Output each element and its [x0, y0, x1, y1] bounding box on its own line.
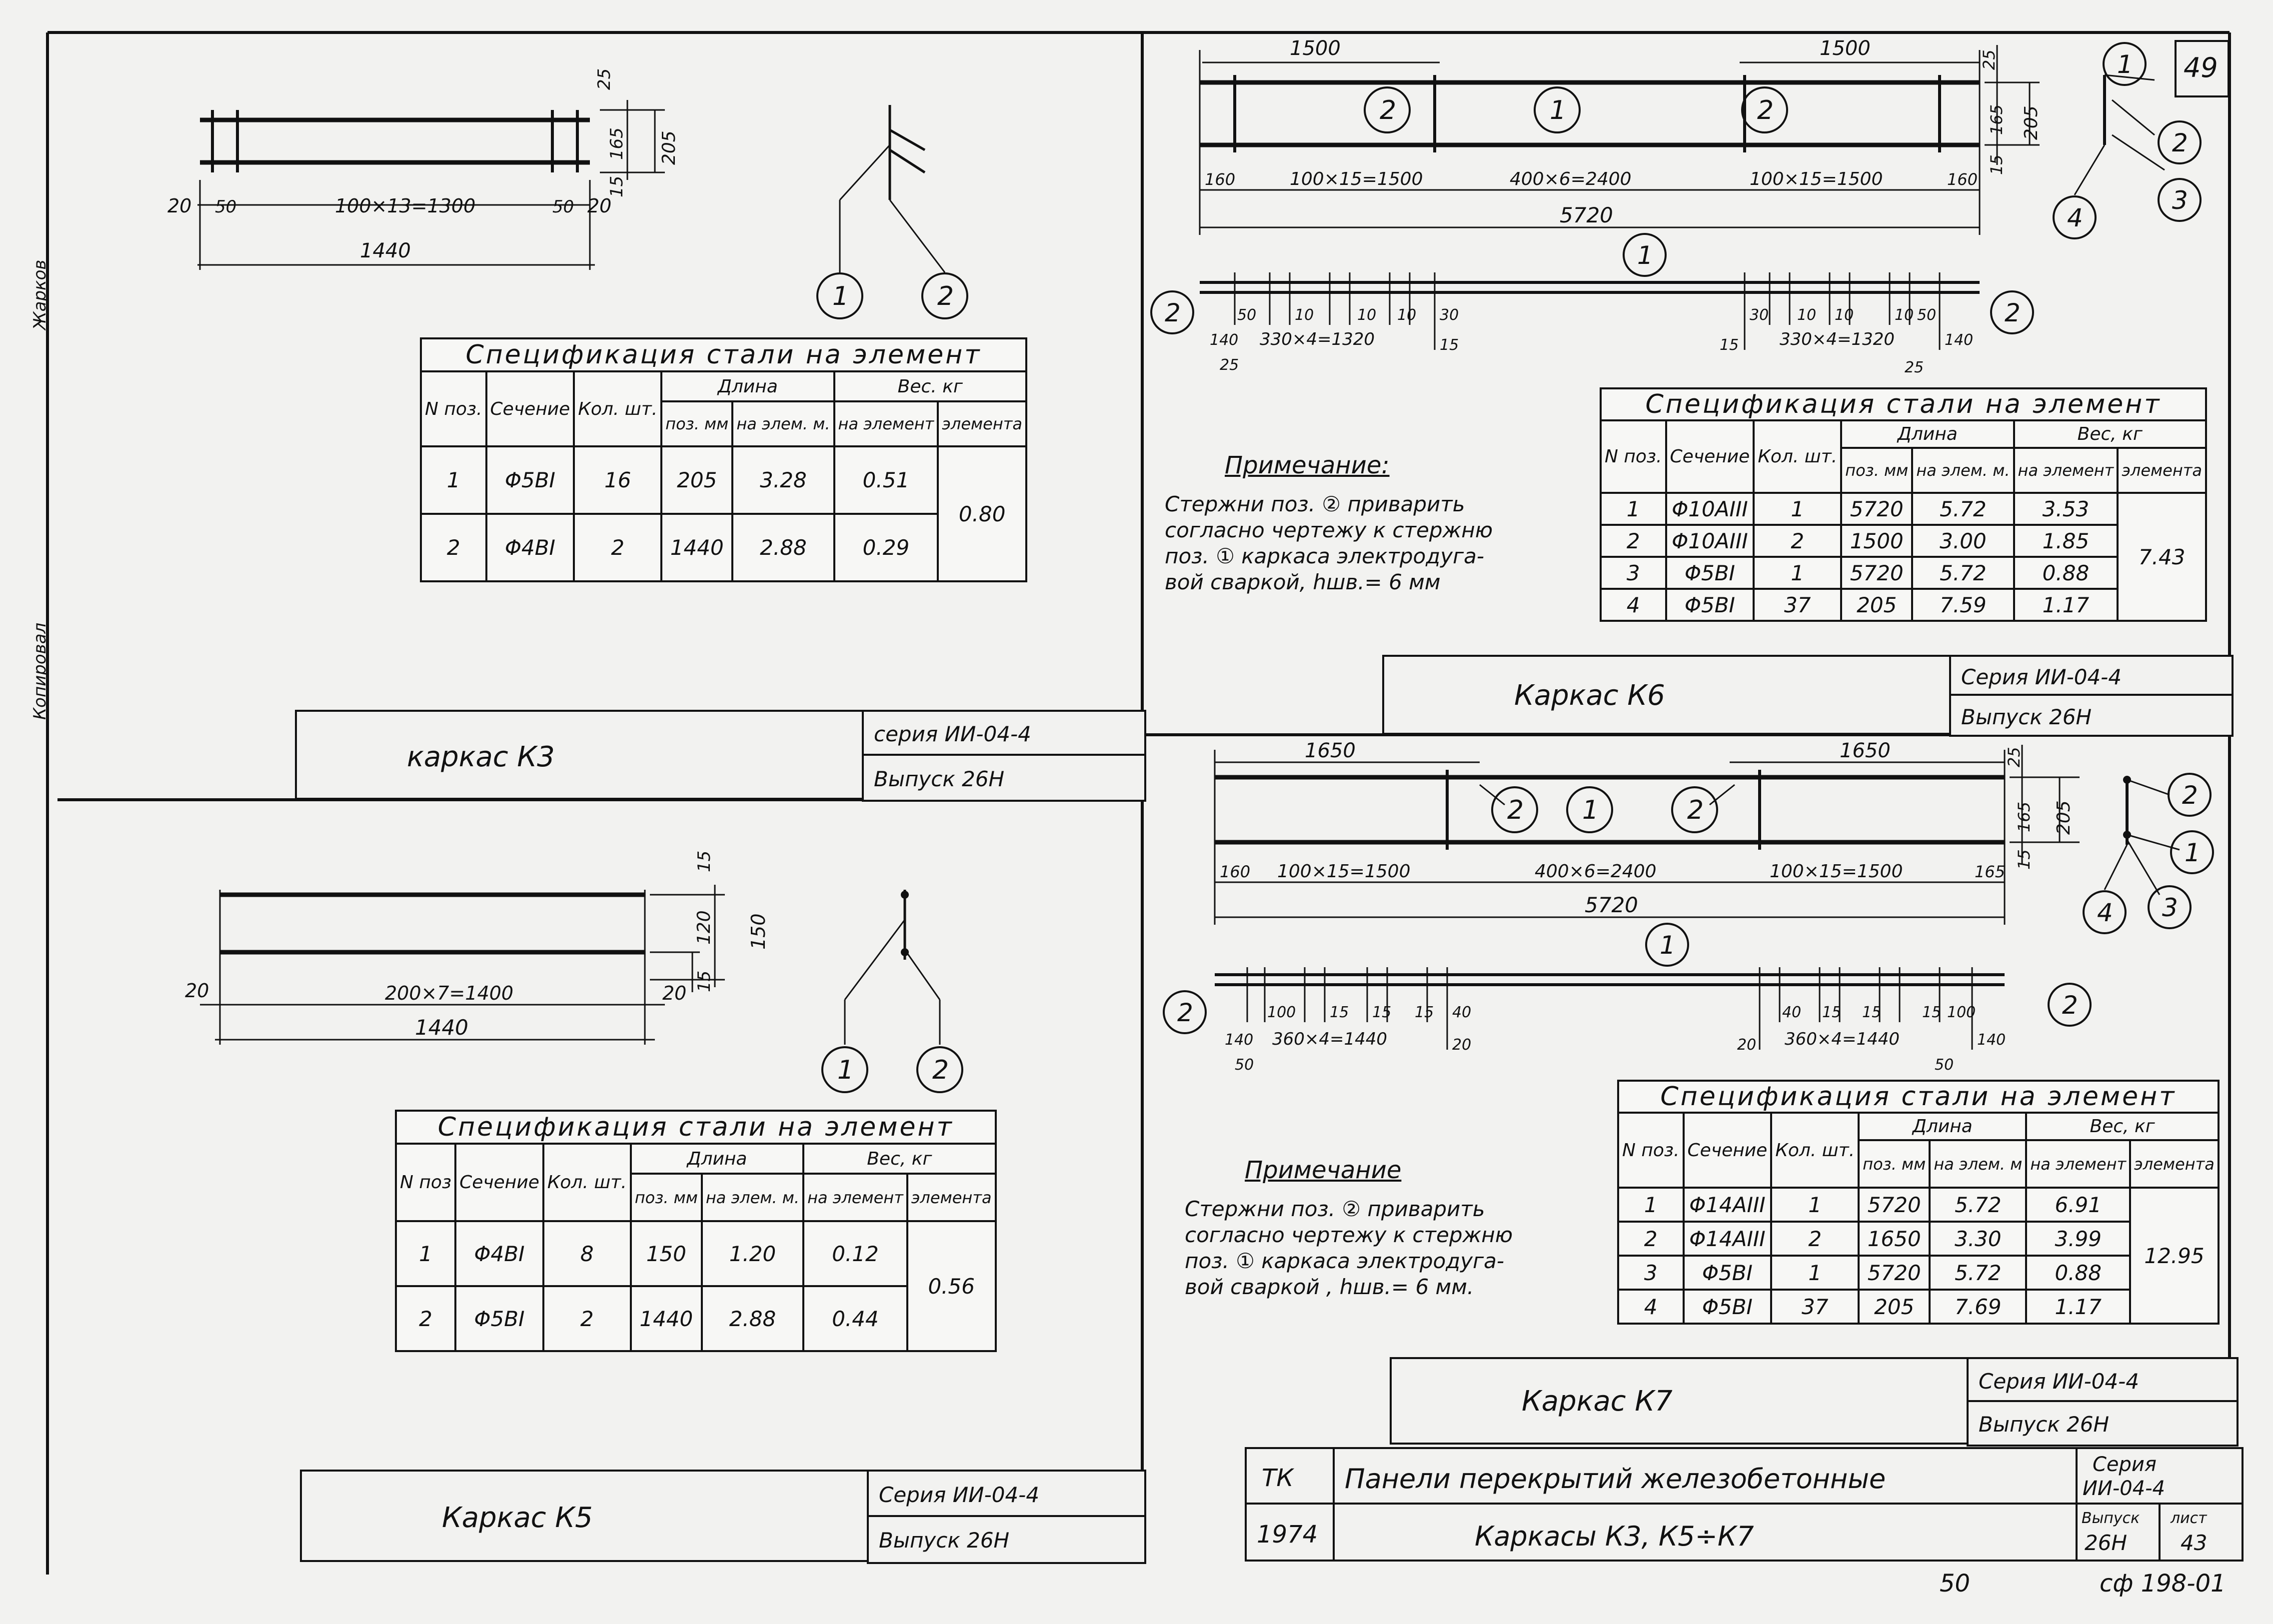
k5-r2-qty: 2: [543, 1286, 631, 1351]
k7-dim-15: 15: [2015, 849, 2034, 870]
k7-dim-q50: 50: [1935, 1056, 1954, 1074]
k6-h-weight: Вес, кг: [2014, 420, 2207, 448]
table-row: [421, 446, 1026, 514]
k7-dim-p15a: 15: [1330, 1004, 1349, 1021]
k6-h-len-pos: поз. мм: [1841, 448, 1912, 493]
k7-h-w-total: элемента: [2130, 1140, 2219, 1188]
k7-dim-p1440: 360×4=1440: [1272, 1029, 1388, 1049]
k6-dim-205: 205: [2021, 105, 2042, 140]
k6-series-cell: [1949, 655, 2234, 696]
k7-r3-num: 3: [1618, 1256, 1684, 1290]
k5-r1-w-elem: 0.12: [803, 1221, 907, 1286]
k6-r1-qty: 1: [1754, 493, 1841, 525]
k7-note-line-3: поз. ① каркаса электродуга-: [1185, 1249, 1505, 1273]
k6-r1-len-elem: 5.72: [1912, 493, 2014, 525]
k5-total-weight: 0.56: [907, 1221, 996, 1351]
k3-title-block: [295, 710, 1142, 800]
k6-r3-w-elem: 0.88: [2014, 557, 2118, 589]
k5-r1-len-pos: 150: [631, 1221, 702, 1286]
k6-spec-title: Спецификация стали на элемент: [1601, 388, 2206, 420]
k7-dim-q1440: 360×4=1440: [1785, 1029, 1900, 1049]
k6-dim-165: 165: [1987, 104, 2006, 135]
k7-note-line-4: вой сваркой , hшв.= 6 мм.: [1185, 1275, 1474, 1299]
k3-spec-table: [420, 337, 1027, 582]
k6-h-w-total: элемента: [2118, 448, 2206, 493]
k7-r3-len-elem: 5.72: [1930, 1256, 2026, 1290]
frame-lines: [47, 32, 2230, 1575]
k6-dim-d2: 400×6=2400: [1510, 169, 1632, 189]
k6-dim-d3: 100×15=1500: [1750, 169, 1883, 189]
k7-dim-q20: 20: [1737, 1036, 1757, 1054]
k7-r4-len-elem: 7.69: [1930, 1290, 2026, 1324]
k7-h-section: Сечение: [1684, 1113, 1772, 1188]
k7-spec-table: [1617, 1080, 2220, 1325]
k3-r1-len-elem: 3.28: [732, 446, 834, 514]
k6-dim-q15: 15: [1720, 336, 1739, 354]
k6-dim-p140: 140: [1210, 331, 1239, 349]
k7-title: Каркас К7: [1522, 1385, 1673, 1418]
k6-r2-w-elem: 1.85: [2014, 525, 2118, 557]
k6-dim-q50: 50: [1917, 306, 1937, 324]
k6-sect-callout-3: 3: [2172, 186, 2188, 215]
k6-h-section: Сечение: [1666, 420, 1754, 493]
k7-h-qty: Кол. шт.: [1771, 1113, 1859, 1188]
k6-issue-cell: [1949, 694, 2234, 737]
k7-dim-total: 5720: [1585, 893, 1638, 917]
k3-r2-section: Φ4ВI: [486, 514, 574, 581]
k6-r1-len-pos: 5720: [1841, 493, 1912, 525]
k5-spec-title: Спецификация стали на элемент: [396, 1111, 996, 1144]
k7-drawing: [1164, 739, 2213, 1074]
k3-spec-title: Спецификация стали на элемент: [421, 338, 1026, 371]
k6-note-line-1: Стержни поз. ② приварить: [1165, 492, 1465, 516]
k6-note: [1165, 452, 1493, 595]
k7-callout-2b: 2: [1687, 795, 1704, 825]
k5-r1-num: 1: [396, 1221, 455, 1286]
k7-issue: Выпуск 26Н: [1979, 1412, 2110, 1437]
k6-dim-p10a: 10: [1295, 306, 1314, 324]
k7-r2-len-pos: 1650: [1859, 1222, 1930, 1256]
k7-dim-25: 25: [2005, 747, 2024, 767]
k5-r2-len-elem: 2.88: [702, 1286, 803, 1351]
k6-r4-qty: 37: [1754, 589, 1841, 621]
k5-r2-w-elem: 0.44: [803, 1286, 907, 1351]
k6-dim-15: 15: [1987, 154, 2006, 175]
k3-h-qty: Кол. шт.: [574, 371, 661, 446]
k3-callout-1: 1: [832, 281, 849, 311]
k7-dim-d2: 400×6=2400: [1535, 861, 1657, 882]
k3-issue: Выпуск 26Н: [874, 767, 1005, 791]
k7-r1-w-elem: 6.91: [2026, 1188, 2130, 1222]
k7-r4-section: Φ5ВI: [1684, 1290, 1772, 1324]
k5-dim-20b: 20: [662, 982, 687, 1004]
k3-r1-num: 1: [421, 446, 486, 514]
k6-r3-len-pos: 5720: [1841, 557, 1912, 589]
k3-r2-len-pos: 1440: [661, 514, 732, 581]
k6-sect-callout-1: 1: [2117, 50, 2133, 79]
k6-r4-section: Φ5ВI: [1666, 589, 1754, 621]
k5-dim-1440: 1440: [415, 1015, 468, 1040]
k6-dim-top1: 1500: [1290, 37, 1341, 60]
k3-dim-50a: 50: [215, 197, 237, 217]
k7-note-line-1: Стержни поз. ② приварить: [1185, 1197, 1485, 1221]
k7-dim-p100: 100: [1267, 1004, 1296, 1021]
k6-r4-len-elem: 7.59: [1912, 589, 2014, 621]
k3-title: каркас К3: [407, 741, 555, 773]
k3-h-w-elem: на элемент: [834, 401, 938, 446]
k3-r2-qty: 2: [574, 514, 661, 581]
k6-callout-2a: 2: [1380, 95, 1397, 125]
k6-h-w-elem: на элемент: [2014, 448, 2118, 493]
k3-dim-25: 25: [594, 68, 614, 90]
k6-total-weight: 7.43: [2118, 493, 2206, 621]
k6-note-title: Примечание:: [1225, 451, 1390, 479]
k7-r1-num: 1: [1618, 1188, 1684, 1222]
k5-dim-120: 120: [694, 910, 714, 945]
k7-dim-p15c: 15: [1415, 1004, 1434, 1021]
main-title: Панели перекрытий железобетонные: [1345, 1463, 1886, 1495]
k7-r2-qty: 2: [1771, 1222, 1859, 1256]
k5-dim-150: 150: [747, 913, 769, 950]
main-title-cell: [1333, 1447, 2078, 1505]
k7-r1-len-elem: 5.72: [1930, 1188, 2026, 1222]
k5-h-length: Длина: [631, 1144, 803, 1174]
main-issue-label: Выпуск: [2082, 1510, 2140, 1527]
page-corner-number: 49: [2184, 52, 2218, 83]
k5-r2-num: 2: [396, 1286, 455, 1351]
k5-h-w-elem: на элемент: [803, 1174, 907, 1221]
k6-h-num: N поз.: [1601, 420, 1666, 493]
k3-h-num: N поз.: [421, 371, 486, 446]
k3-drawing: [167, 68, 967, 318]
k5-h-section: Сечение: [455, 1144, 543, 1221]
k3-dim-165: 165: [607, 127, 627, 160]
k5-dim-20a: 20: [185, 980, 209, 1002]
k6-r3-qty: 1: [1754, 557, 1841, 589]
k5-h-weight: Вес, кг: [803, 1144, 996, 1174]
k6-dim-p10c: 10: [1397, 306, 1417, 324]
k7-h-len-pos: поз. мм: [1859, 1140, 1930, 1188]
k7-note-title: Примечание: [1245, 1156, 1402, 1184]
k6-series: Серия ИИ-04-4: [1961, 665, 2122, 689]
k3-dim-main: 100×13=1300: [335, 195, 476, 217]
k3-dim-20a: 20: [167, 195, 192, 217]
k6-dim-p25a: 25: [1220, 356, 1239, 374]
k3-h-length: Длина: [661, 371, 834, 401]
k6-dim-25: 25: [1980, 49, 1999, 70]
k7-note: [1185, 1157, 1513, 1300]
k7-sect-callout-1: 1: [2185, 838, 2201, 867]
k7-r1-qty: 1: [1771, 1188, 1859, 1222]
k7-dim-160: 160: [1220, 862, 1251, 881]
k3-r1-qty: 16: [574, 446, 661, 514]
main-year-cell: [1245, 1503, 1335, 1562]
k7-r4-num: 4: [1618, 1290, 1684, 1324]
main-subtitle-cell: [1333, 1503, 2078, 1562]
k6-r4-len-pos: 205: [1841, 589, 1912, 621]
bottom-code: сф 198-01: [2100, 1570, 2226, 1598]
k7-dim-q140: 140: [1977, 1031, 2006, 1049]
k7-sect-callout-3: 3: [2162, 893, 2178, 922]
k7-title-block: [1390, 1357, 2235, 1445]
k6-dim-q10a: 10: [1797, 306, 1817, 324]
table-row: [1618, 1256, 2219, 1290]
k7-dim-165: 165: [2015, 801, 2034, 832]
k6-sect-callout-2: 2: [2172, 128, 2188, 157]
main-sheet-label: лист: [2171, 1510, 2207, 1527]
k7-sect-callout-4: 4: [2097, 898, 2113, 927]
table-row: [1601, 493, 2206, 525]
k6-drawing: [1151, 37, 2201, 376]
k3-h-len-elem: на элем. м.: [732, 401, 834, 446]
k3-series-cell: [862, 710, 1146, 756]
k5-dim-15a: 15: [694, 850, 714, 872]
k6-h-length: Длина: [1841, 420, 2014, 448]
k6-r2-len-pos: 1500: [1841, 525, 1912, 557]
k7-dim-q15b: 15: [1862, 1004, 1882, 1021]
table-row: [1601, 589, 2206, 621]
k3-dim-205: 205: [659, 130, 679, 165]
k3-r2-num: 2: [421, 514, 486, 581]
k6-plan-callout-2a: 2: [1165, 298, 1181, 327]
k6-title: Каркас К6: [1514, 679, 1665, 712]
k7-plan-callout-2b: 2: [2062, 991, 2078, 1020]
table-row: [396, 1286, 996, 1351]
k5-h-num: N поз: [396, 1144, 455, 1221]
k6-dim-160a: 160: [1205, 170, 1236, 189]
k7-dim-q15a: 15: [1822, 1004, 1842, 1021]
table-row: [1601, 525, 2206, 557]
k3-r1-len-pos: 205: [661, 446, 732, 514]
k5-h-len-pos: поз. мм: [631, 1174, 702, 1221]
k7-dim-p15b: 15: [1372, 1004, 1392, 1021]
k6-note-line-2: согласно чертежу к стержню: [1165, 518, 1493, 542]
k5-title-block: [300, 1470, 1142, 1562]
k6-h-qty: Кол. шт.: [1754, 420, 1841, 493]
k7-r3-section: Φ5ВI: [1684, 1256, 1772, 1290]
table-row: [1618, 1290, 2219, 1324]
k6-dim-q140: 140: [1945, 331, 1974, 349]
k7-h-w-elem: на элемент: [2026, 1140, 2130, 1188]
k7-note-line-2: согласно чертежу к стержню: [1185, 1223, 1513, 1247]
k6-r2-len-elem: 3.00: [1912, 525, 2014, 557]
k7-dim-p40a: 40: [1452, 1004, 1472, 1021]
k5-r1-len-elem: 1.20: [702, 1221, 803, 1286]
k6-dim-q1320: 330×4=1320: [1780, 329, 1895, 349]
k7-dim-q100: 100: [1947, 1004, 1976, 1021]
k7-dim-d3: 100×15=1500: [1770, 861, 1903, 882]
k7-plan-callout-2a: 2: [1177, 998, 1193, 1027]
k3-dim-20b: 20: [587, 195, 612, 217]
k7-r3-w-elem: 0.88: [2026, 1256, 2130, 1290]
k7-dim-q15c: 15: [1922, 1004, 1942, 1021]
k6-dim-p1320a: 330×4=1320: [1260, 329, 1375, 349]
main-series-label: Серия: [2093, 1453, 2157, 1476]
k7-issue-cell: [1967, 1400, 2239, 1447]
k7-r4-len-pos: 205: [1859, 1290, 1930, 1324]
k7-h-num: N поз.: [1618, 1113, 1684, 1188]
k7-dim-p20a: 20: [1452, 1036, 1472, 1054]
page-bottom-number: 50: [1940, 1570, 1971, 1598]
k6-r2-section: Φ10АIII: [1666, 525, 1754, 557]
main-title-block: [1245, 1447, 2240, 1560]
main-issue-cell: [2076, 1503, 2161, 1562]
k3-dim-1440: 1440: [360, 239, 411, 262]
k7-h-weight: Вес, кг: [2026, 1113, 2219, 1140]
k3-r1-section: Φ5ВI: [486, 446, 574, 514]
k6-r3-num: 3: [1601, 557, 1666, 589]
k5-series: Серия ИИ-04-4: [879, 1483, 1040, 1507]
k3-dim-50b: 50: [552, 197, 574, 217]
k7-r1-section: Φ14АIII: [1684, 1188, 1772, 1222]
k7-callout-1a: 1: [1582, 795, 1599, 825]
k5-dim-main: 200×7=1400: [385, 982, 514, 1004]
k7-dim-q40: 40: [1782, 1004, 1802, 1021]
main-org-cell: [1245, 1447, 1335, 1505]
main-series: ИИ-04-4: [2083, 1477, 2166, 1500]
k3-callout-2: 2: [937, 281, 954, 311]
k7-r1-len-pos: 5720: [1859, 1188, 1930, 1222]
k3-h-len-pos: поз. мм: [661, 401, 732, 446]
k7-plan-callout-1: 1: [1660, 931, 1676, 960]
k6-dim-q10b: 10: [1835, 306, 1854, 324]
k7-dim-top2: 1650: [1840, 739, 1891, 762]
k7-sect-callout-2: 2: [2182, 781, 2198, 810]
k7-dim-p140: 140: [1225, 1031, 1254, 1049]
k5-r1-section: Φ4ВI: [455, 1221, 543, 1286]
side-label-name: Жарков: [30, 259, 50, 330]
k7-series: Серия ИИ-04-4: [1979, 1369, 2140, 1394]
main-issue: 26Н: [2085, 1531, 2128, 1555]
k7-r3-len-pos: 5720: [1859, 1256, 1930, 1290]
k3-r2-len-elem: 2.88: [732, 514, 834, 581]
page-corner-box: [2175, 40, 2230, 97]
k6-h-len-elem: на элем. м.: [1912, 448, 2014, 493]
k6-plan-callout-2b: 2: [2005, 298, 2021, 327]
k3-h-weight: Вес. кг: [834, 371, 1027, 401]
k7-dim-165b: 165: [1975, 862, 2006, 881]
k6-dim-p50: 50: [1237, 306, 1257, 324]
k5-r2-len-pos: 1440: [631, 1286, 702, 1351]
k3-series: серия ИИ-04-4: [874, 722, 1031, 746]
k7-r2-len-elem: 3.30: [1930, 1222, 2026, 1256]
k6-title-block: [1382, 655, 2230, 735]
k3-issue-cell: [862, 754, 1146, 802]
k5-issue-cell: [867, 1515, 1146, 1564]
k7-total-weight: 12.95: [2130, 1188, 2219, 1324]
k6-dim-q10c: 10: [1895, 306, 1914, 324]
table-row: [1618, 1222, 2219, 1256]
k7-dim-d1: 100×15=1500: [1277, 861, 1411, 882]
k7-h-length: Длина: [1859, 1113, 2026, 1140]
k3-total-weight: 0.80: [938, 446, 1026, 581]
main-series-cell: [2076, 1447, 2244, 1505]
k5-callout-1: 1: [837, 1055, 854, 1085]
table-row: [1618, 1188, 2219, 1222]
main-org: ТК: [1262, 1464, 1294, 1492]
k5-issue: Выпуск 26Н: [879, 1528, 1010, 1553]
k6-dim-p30a: 30: [1440, 306, 1459, 324]
k7-r4-qty: 37: [1771, 1290, 1859, 1324]
k5-dim-15b: 15: [694, 970, 714, 992]
k6-r2-qty: 2: [1754, 525, 1841, 557]
k5-spec-table: [395, 1110, 997, 1352]
main-subtitle: Каркасы К3, К5÷К7: [1475, 1521, 1754, 1552]
k6-note-line-4: вой сваркой, hшв.= 6 мм: [1165, 570, 1441, 594]
k7-dim-p50a: 50: [1235, 1056, 1254, 1074]
k6-note-line-3: поз. ① каркаса электродуга-: [1165, 544, 1485, 568]
k6-r1-section: Φ10АIII: [1666, 493, 1754, 525]
k6-dim-top2: 1500: [1820, 37, 1871, 60]
k3-r1-w-elem: 0.51: [834, 446, 938, 514]
k7-h-len-elem: на элем. м: [1930, 1140, 2026, 1188]
k6-dim-total: 5720: [1560, 203, 1613, 227]
k7-spec-title: Спецификация стали на элемент: [1618, 1081, 2219, 1113]
k6-dim-d1: 100×15=1500: [1290, 169, 1423, 189]
main-sheet: 43: [2181, 1531, 2208, 1555]
k7-dim-top1: 1650: [1305, 739, 1356, 762]
k5-r1-qty: 8: [543, 1221, 631, 1286]
k6-dim-160b: 160: [1947, 170, 1978, 189]
k7-dim-205: 205: [2054, 800, 2074, 835]
k7-series-cell: [1967, 1357, 2239, 1402]
k7-r2-section: Φ14АIII: [1684, 1222, 1772, 1256]
k6-r1-w-elem: 3.53: [2014, 493, 2118, 525]
k3-dim-15: 15: [607, 175, 627, 197]
k5-drawing: [185, 851, 962, 1092]
k5-title: Каркас К5: [442, 1502, 593, 1534]
table-row: [1601, 557, 2206, 589]
k5-series-cell: [867, 1470, 1146, 1517]
k6-callout-1a: 1: [1550, 95, 1567, 125]
k3-h-section: Сечение: [486, 371, 574, 446]
k6-dim-q30: 30: [1750, 306, 1769, 324]
k7-r2-w-elem: 3.99: [2026, 1222, 2130, 1256]
table-row: [421, 514, 1026, 581]
k6-dim-p10b: 10: [1357, 306, 1377, 324]
k7-r2-num: 2: [1618, 1222, 1684, 1256]
k5-h-w-total: элемента: [907, 1174, 996, 1221]
k5-h-qty: Кол. шт.: [543, 1144, 631, 1221]
k6-r3-len-elem: 5.72: [1912, 557, 2014, 589]
k6-r3-section: Φ5ВI: [1666, 557, 1754, 589]
k6-r4-num: 4: [1601, 589, 1666, 621]
side-label-copied: Копировал: [30, 622, 50, 720]
k3-h-w-total: элемента: [938, 401, 1026, 446]
k7-r4-w-elem: 1.17: [2026, 1290, 2130, 1324]
k5-h-len-elem: на элем. м.: [702, 1174, 803, 1221]
k6-spec-table: [1600, 387, 2207, 622]
k6-r4-w-elem: 1.17: [2014, 589, 2118, 621]
k7-callout-2a: 2: [1507, 795, 1524, 825]
k6-r2-num: 2: [1601, 525, 1666, 557]
k6-r1-num: 1: [1601, 493, 1666, 525]
main-sheet-cell: [2159, 1503, 2244, 1562]
k5-r2-section: Φ5ВI: [455, 1286, 543, 1351]
k6-sect-callout-4: 4: [2067, 203, 2083, 232]
k3-r2-w-elem: 0.29: [834, 514, 938, 581]
k5-callout-2: 2: [932, 1055, 949, 1085]
k6-dim-q25: 25: [1905, 359, 1924, 376]
k7-r3-qty: 1: [1771, 1256, 1859, 1290]
k6-plan-callout-1: 1: [1637, 241, 1653, 270]
table-row: [396, 1221, 996, 1286]
k6-dim-p15a: 15: [1440, 336, 1459, 354]
k6-callout-2b: 2: [1757, 95, 1774, 125]
k6-issue: Выпуск 26Н: [1961, 705, 2092, 729]
main-year: 1974: [1257, 1521, 1318, 1549]
